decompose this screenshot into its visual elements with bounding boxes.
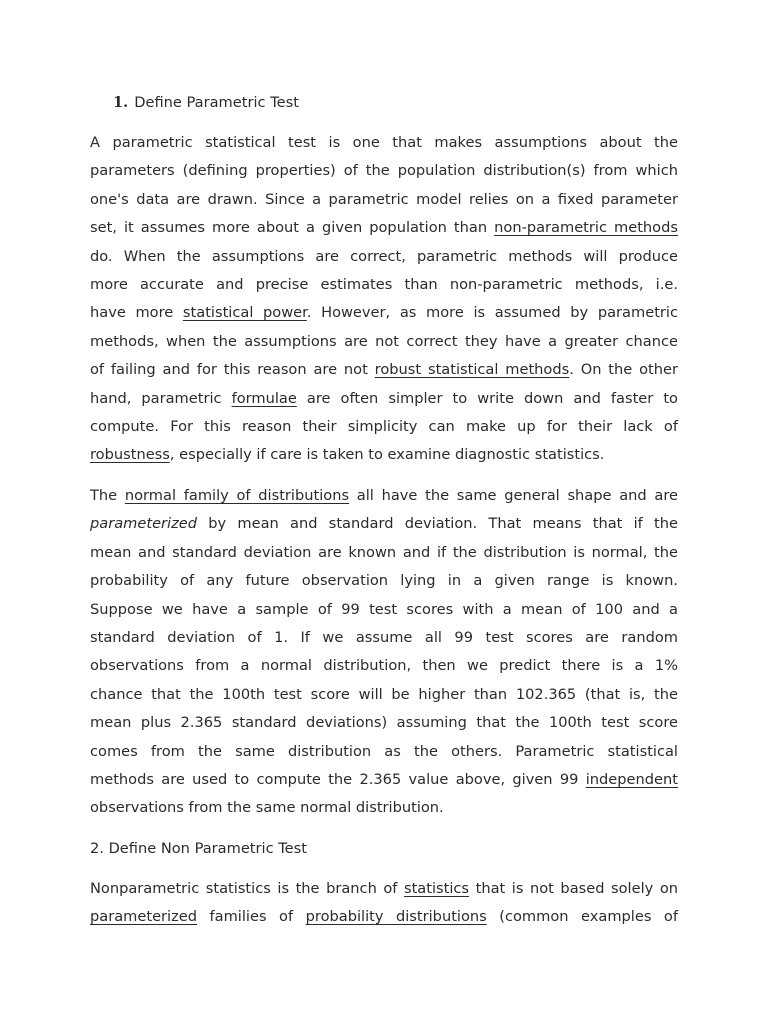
link-independent[interactable]: independent <box>585 770 678 788</box>
text-line: one's data are drawn. Since a parametric model relies on a fixed parameter <box>90 190 678 208</box>
text-line <box>90 903 678 931</box>
text-line: standard deviation of 1. If we assume all 99 test scores are random <box>90 628 678 646</box>
link-probability-distributions[interactable]: probability distributions <box>305 908 487 926</box>
text-line <box>90 510 678 538</box>
text-run: . However, as more is assumed by parametric <box>306 304 678 322</box>
text-run: all have the same general shape and are <box>349 487 678 504</box>
link-non-parametric-methods[interactable]: non-parametric methods <box>494 219 678 237</box>
text-line <box>90 482 678 510</box>
text-line <box>90 766 678 794</box>
text-line: Suppose we have a sample of 99 test scores with a mean of 100 and a <box>90 600 678 618</box>
heading-text: Define Parametric Test <box>134 94 299 111</box>
text-run: by mean and standard deviation. That means that if the <box>197 515 678 533</box>
text-line: more accurate and precise estimates than non-parametric methods, i.e. <box>90 275 678 293</box>
text-line: probability of any future observation lying in a given range is known. <box>90 572 678 590</box>
text-line <box>90 875 678 903</box>
text-line: parameters (defining properties) of the population distribution(s) from which <box>90 162 678 180</box>
text-line: compute. For this reason their simplicity can make up for their lack of <box>90 417 678 435</box>
text-line <box>90 299 678 327</box>
text-line <box>90 214 678 242</box>
text-run: methods are used to compute the 2.365 value above, given 99 <box>90 770 586 788</box>
link-statistics[interactable]: statistics <box>403 880 470 897</box>
section-heading-parametric <box>113 92 299 114</box>
text-line <box>90 441 678 469</box>
text-line <box>90 356 678 384</box>
text-line: observations from a normal distribution, then we predict there is a 1% <box>90 657 678 675</box>
text-line: methods, when the assumptions are not correct they have a greater chance <box>90 332 678 350</box>
text-line: mean and standard deviation are known and if the distribution is normal, the <box>90 543 678 561</box>
text-run: Nonparametric statistics is the branch of <box>90 880 404 897</box>
text-line: comes from the same distribution as the others. Parametric statistical <box>90 742 678 760</box>
text-line <box>90 385 678 413</box>
text-run: of failing and for this reason are not <box>90 361 375 379</box>
text-run: are often simpler to write down and faster to <box>296 389 678 407</box>
heading-number: 1. <box>113 94 129 111</box>
link-robust-statistical-methods[interactable]: robust statistical methods <box>374 361 570 379</box>
text-run: hand, parametric <box>90 389 232 407</box>
link-robustness[interactable]: robustness <box>90 446 170 464</box>
link-formulae[interactable]: formulae <box>231 389 297 407</box>
text-run: families of <box>197 908 306 926</box>
text-run: . On the other <box>569 361 678 379</box>
text-run: (common examples of <box>486 908 678 926</box>
link-parameterized[interactable]: parameterized <box>90 908 198 926</box>
section-heading-non-parametric: 2. Define Non Parametric Test <box>90 840 307 857</box>
text-line: chance that the 100th test score will be higher than 102.365 (that is, the <box>90 685 678 703</box>
paragraph-normal-distribution <box>90 482 678 823</box>
text-line: mean plus 2.365 standard deviations) assuming that the 100th test score <box>90 714 678 732</box>
text-run: The <box>90 487 125 504</box>
text-run: set, it assumes more about a given population than <box>90 219 495 237</box>
paragraph-nonparametric-definition <box>90 875 678 932</box>
text-run: , especially if care is taken to examine diagnostic statistics. <box>169 446 605 464</box>
text-line: observations from the same normal distribution. <box>90 799 444 817</box>
italic-term: parameterized <box>90 515 198 533</box>
text-run: that is not based solely on <box>469 880 679 897</box>
paragraph-parametric-definition <box>90 129 678 470</box>
text-line: do. When the assumptions are correct, parametric methods will produce <box>90 247 678 265</box>
text-run: have more <box>90 304 183 322</box>
link-normal-family-of-distributions[interactable]: normal family of distributions <box>124 487 350 504</box>
text-line: A parametric statistical test is one that makes assumptions about the <box>90 134 678 151</box>
link-statistical-power[interactable]: statistical power <box>182 304 307 322</box>
